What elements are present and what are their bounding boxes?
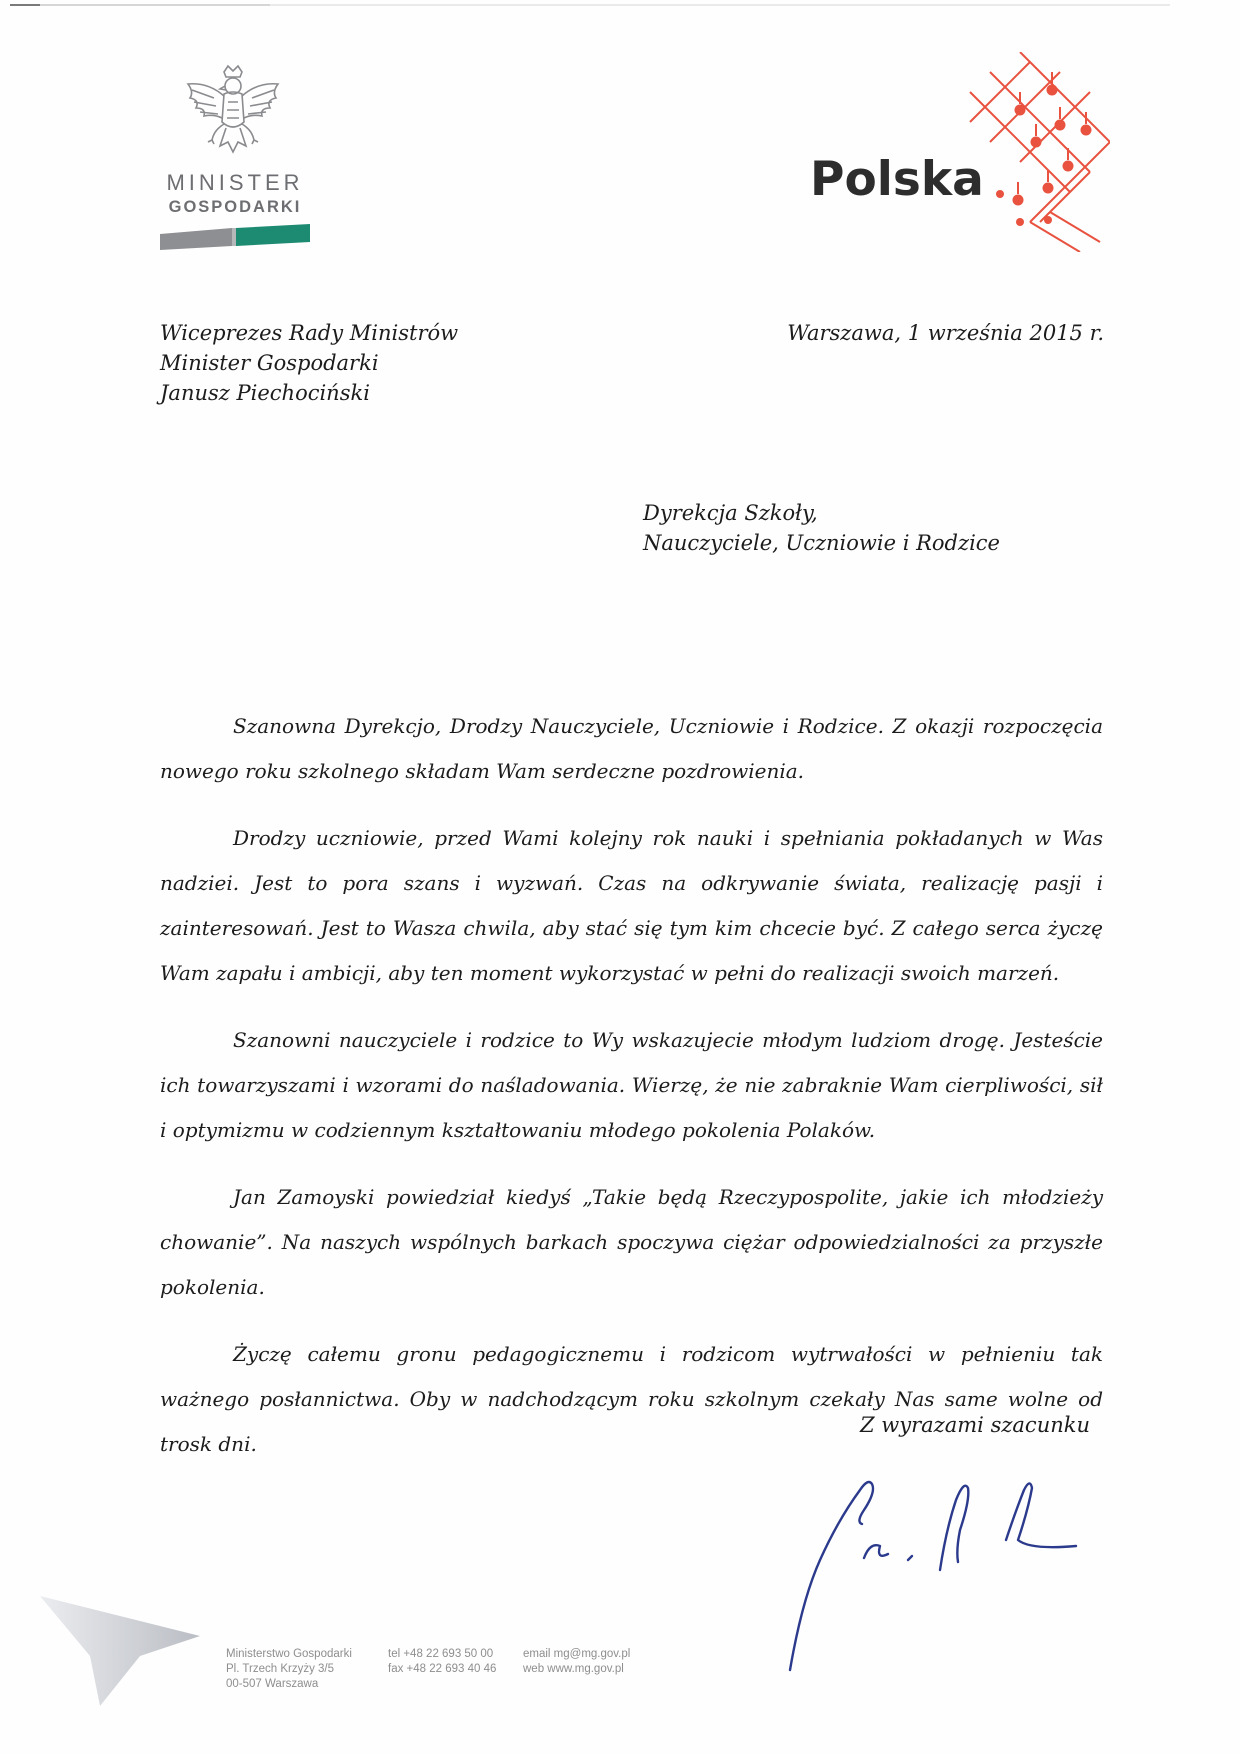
- scan-edge-line: [10, 4, 1170, 6]
- footer-street: Pl. Trzech Krzyży 3/5: [226, 1663, 335, 1675]
- recipient-block: [643, 498, 1000, 558]
- footer-tel: tel +48 22 693 50 00: [388, 1648, 494, 1660]
- recipient-line1: Dyrekcja Szkoły,: [643, 501, 818, 525]
- closing-phrase: Z wyrazami szacunku: [860, 1413, 1090, 1437]
- ministry-chevron-watermark-icon: [40, 1596, 200, 1706]
- body-paragraph: Drodzy uczniowie, przed Wami kolejny rok nauki i spełniania pokładanych w Was nadziei. Jest to pora szans i wyzwań. Czas na odkrywanie świata, realizację pasji i zainteresowań. Jest to Wasza chwila, aby stać się tym kim chcecie być. Z całego serca życzę Wam zapału i ambicji, aby ten moment wykorzystać w pełni do realizacji swoich marzeń.: [160, 826, 1103, 985]
- ministry-logo-bars: [160, 224, 310, 250]
- letter-body: [160, 704, 1103, 1489]
- ministry-logo-line2: GOSPODARKI: [168, 198, 302, 216]
- body-paragraph: Jan Zamoyski powiedział kiedyś „Takie będą Rzeczypospolite, jakie ich młodzieży chowanie”. Na naszych wspólnych barkach spoczywa ciężar odpowiedzialności za przyszłe pokolenia.: [160, 1185, 1103, 1299]
- footer-contact: [523, 1647, 630, 1677]
- polska-logo-text: Polska: [810, 152, 984, 207]
- sender-office: Minister Gospodarki: [160, 351, 379, 375]
- recipient-line2: Nauczyciele, Uczniowie i Rodzice: [643, 531, 1000, 555]
- body-paragraph: Życzę całemu gronu pedagogicznemu i rodzicom wytrwałości w pełnieniu tak ważnego posłannictwa. Oby w nadchodzącym roku szkolnym czekały Nas same wolne od trosk dni.: [160, 1342, 1103, 1456]
- footer-fax: fax +48 22 693 40 46: [388, 1663, 497, 1675]
- footer-email: email mg@mg.gov.pl: [523, 1648, 631, 1660]
- polska-folk-pattern-icon: [960, 52, 1110, 252]
- polska-logo: [810, 52, 1110, 252]
- polish-eagle-emblem-icon: [178, 62, 288, 172]
- letter-date: Warszawa, 1 września 2015 r.: [787, 321, 1104, 345]
- footer-phone: [388, 1647, 496, 1677]
- sender-title: Wiceprezes Rady Ministrów: [160, 321, 459, 345]
- footer-address: [226, 1647, 352, 1692]
- footer-org: Ministerstwo Gospodarki: [226, 1648, 352, 1660]
- footer-web: web www.mg.gov.pl: [523, 1663, 624, 1675]
- ministry-logo-line1: MINISTER: [166, 170, 304, 195]
- handwritten-signature: [780, 1450, 1100, 1680]
- sender-block: [160, 318, 458, 408]
- body-paragraph: Szanowni nauczyciele i rodzice to Wy wskazujecie młodym ludziom drogę. Jesteście ich towarzyszami i wzorami do naśladowania. Wierzę, że nie zabraknie Wam cierpliwości, sił i optymizmu w codziennym kształtowaniu młodego pokolenia Polaków.: [160, 1028, 1103, 1142]
- sender-name: Janusz Piechociński: [160, 381, 370, 405]
- footer-city: 00-507 Warszawa: [226, 1678, 319, 1690]
- ministry-logo: [160, 62, 310, 252]
- body-paragraph: Szanowna Dyrekcjo, Drodzy Nauczyciele, Uczniowie i Rodzice. Z okazji rozpoczęcia nowego roku szkolnego składam Wam serdeczne pozdrowienia.: [160, 714, 1103, 783]
